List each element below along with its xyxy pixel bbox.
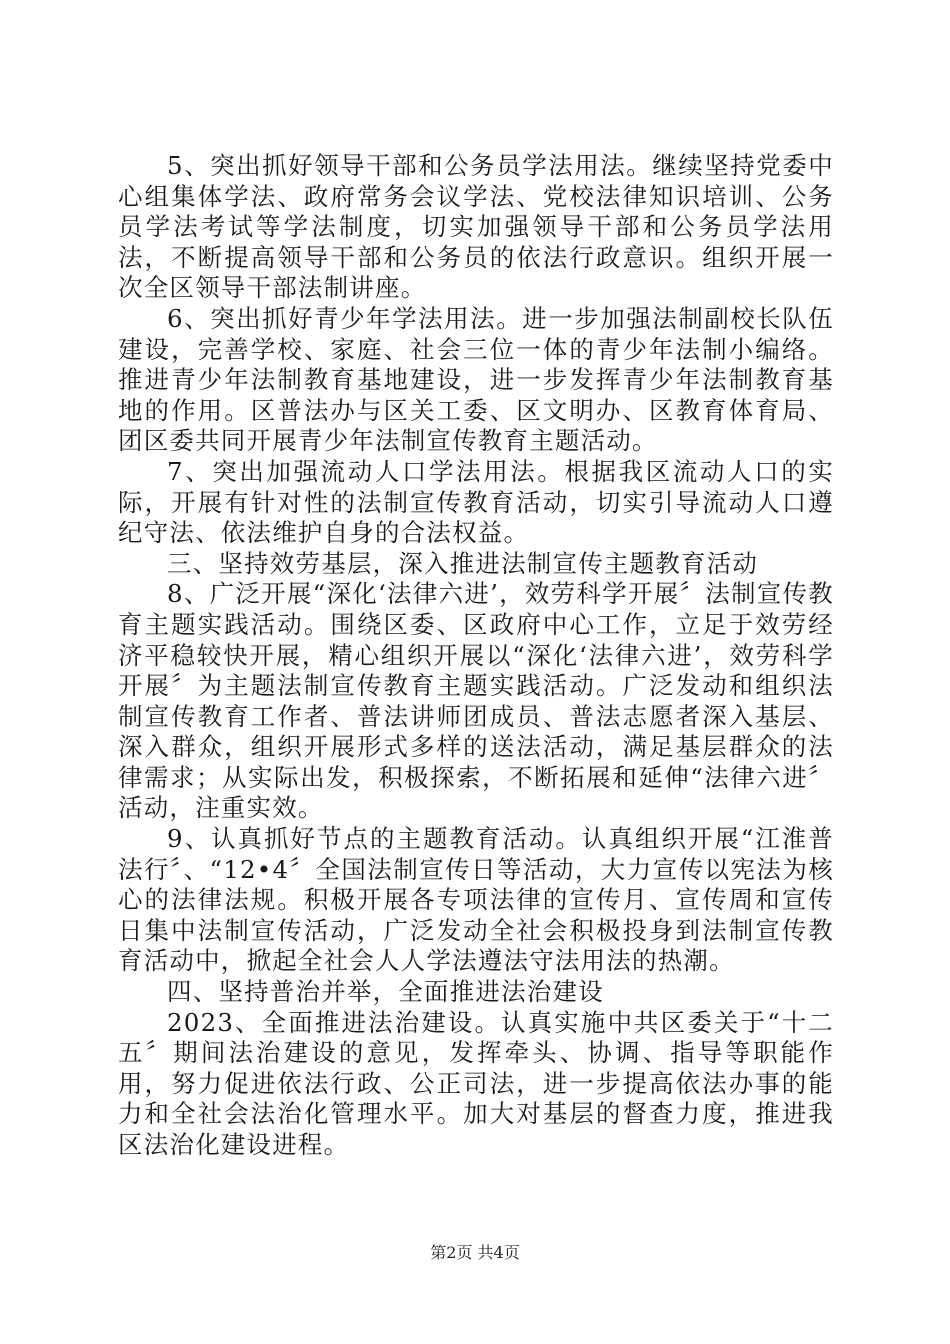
page-footer: 第2页 共4页 (430, 1243, 520, 1262)
section-heading-4: 四、坚持普治并举，全面推进法治建设 (167, 977, 604, 1007)
paragraph-7: 7、突出加强流动人口学法用法。根据我区流动人口的实际，开展有针对性的法制宣传教育活动，切实引导流动人口遵纪守法、依法维护自身的合法权益。 (118, 456, 834, 548)
paragraph-6: 6、突出抓好青少年学法用法。进一步加强法制副校长队伍建设，完善学校、家庭、社会三位一体的青少年法制小编络。推进青少年法制教育基地建设，进一步发挥青少年法制教育基地的作用。区普法办与区关工委、区文明办、区教育体育局、团区委共同开展青少年法制宣传教育主题活动。 (118, 303, 834, 456)
paragraph-5: 5、突出抓好领导干部和公务员学法用法。继续坚持党委中心组集体学法、政府常务会议学法、党校法律知识培训、公务员学法考试等学法制度，切实加强领导干部和公务员学法用法，不断提高领导干部和公务员的依法行政意识。组织开展一次全区领导干部法制讲座。 (118, 151, 834, 303)
section-heading-3: 三、坚持效劳基层，深入推进法制宣传主题教育活动 (167, 548, 759, 578)
paragraph-10: 2023、全面推进法治建设。认真实施中共区委关于“十二五〞期间法治建设的意见，发挥牵头、协调、指导等职能作用，努力促进依法行政、公正司法，进一步提高依法办事的能力和全社会法治化管理水平。加大对基层的督查力度，推进我区法治化建设进程。 (118, 1007, 834, 1159)
paragraph-8: 8、广泛开展“深化‘法律六进’，效劳科学开展〞法制宣传教育主题实践活动。围绕区委、区政府中心工作，立足于效劳经济平稳较快开展，精心组织开展以“深化‘法律六进’，效劳科学开展〞为主题法制宣传教育主题实践活动。广泛发动和组织法制宣传教育工作者、普法讲师团成员、普法志愿者深入基层、深入群众，组织开展形式多样的送法活动，满足基层群众的法律需求；从实际出发，积极探索，不断拓展和延伸“法律六进〞活动，注重实效。 (118, 579, 834, 823)
paragraph-9: 9、认真抓好节点的主题教育活动。认真组织开展“江淮普法行〞、“12•4〞全国法制宣传日等活动，大力宣传以宪法为核心的法律法规。积极开展各专项法律的宣传月、宣传周和宣传日集中法制宣传活动，广泛发动全社会积极投身到法制宣传教育活动中，掀起全社会人人学法遵法守法用法的热潮。 (118, 824, 834, 976)
document-body (118, 151, 834, 1161)
